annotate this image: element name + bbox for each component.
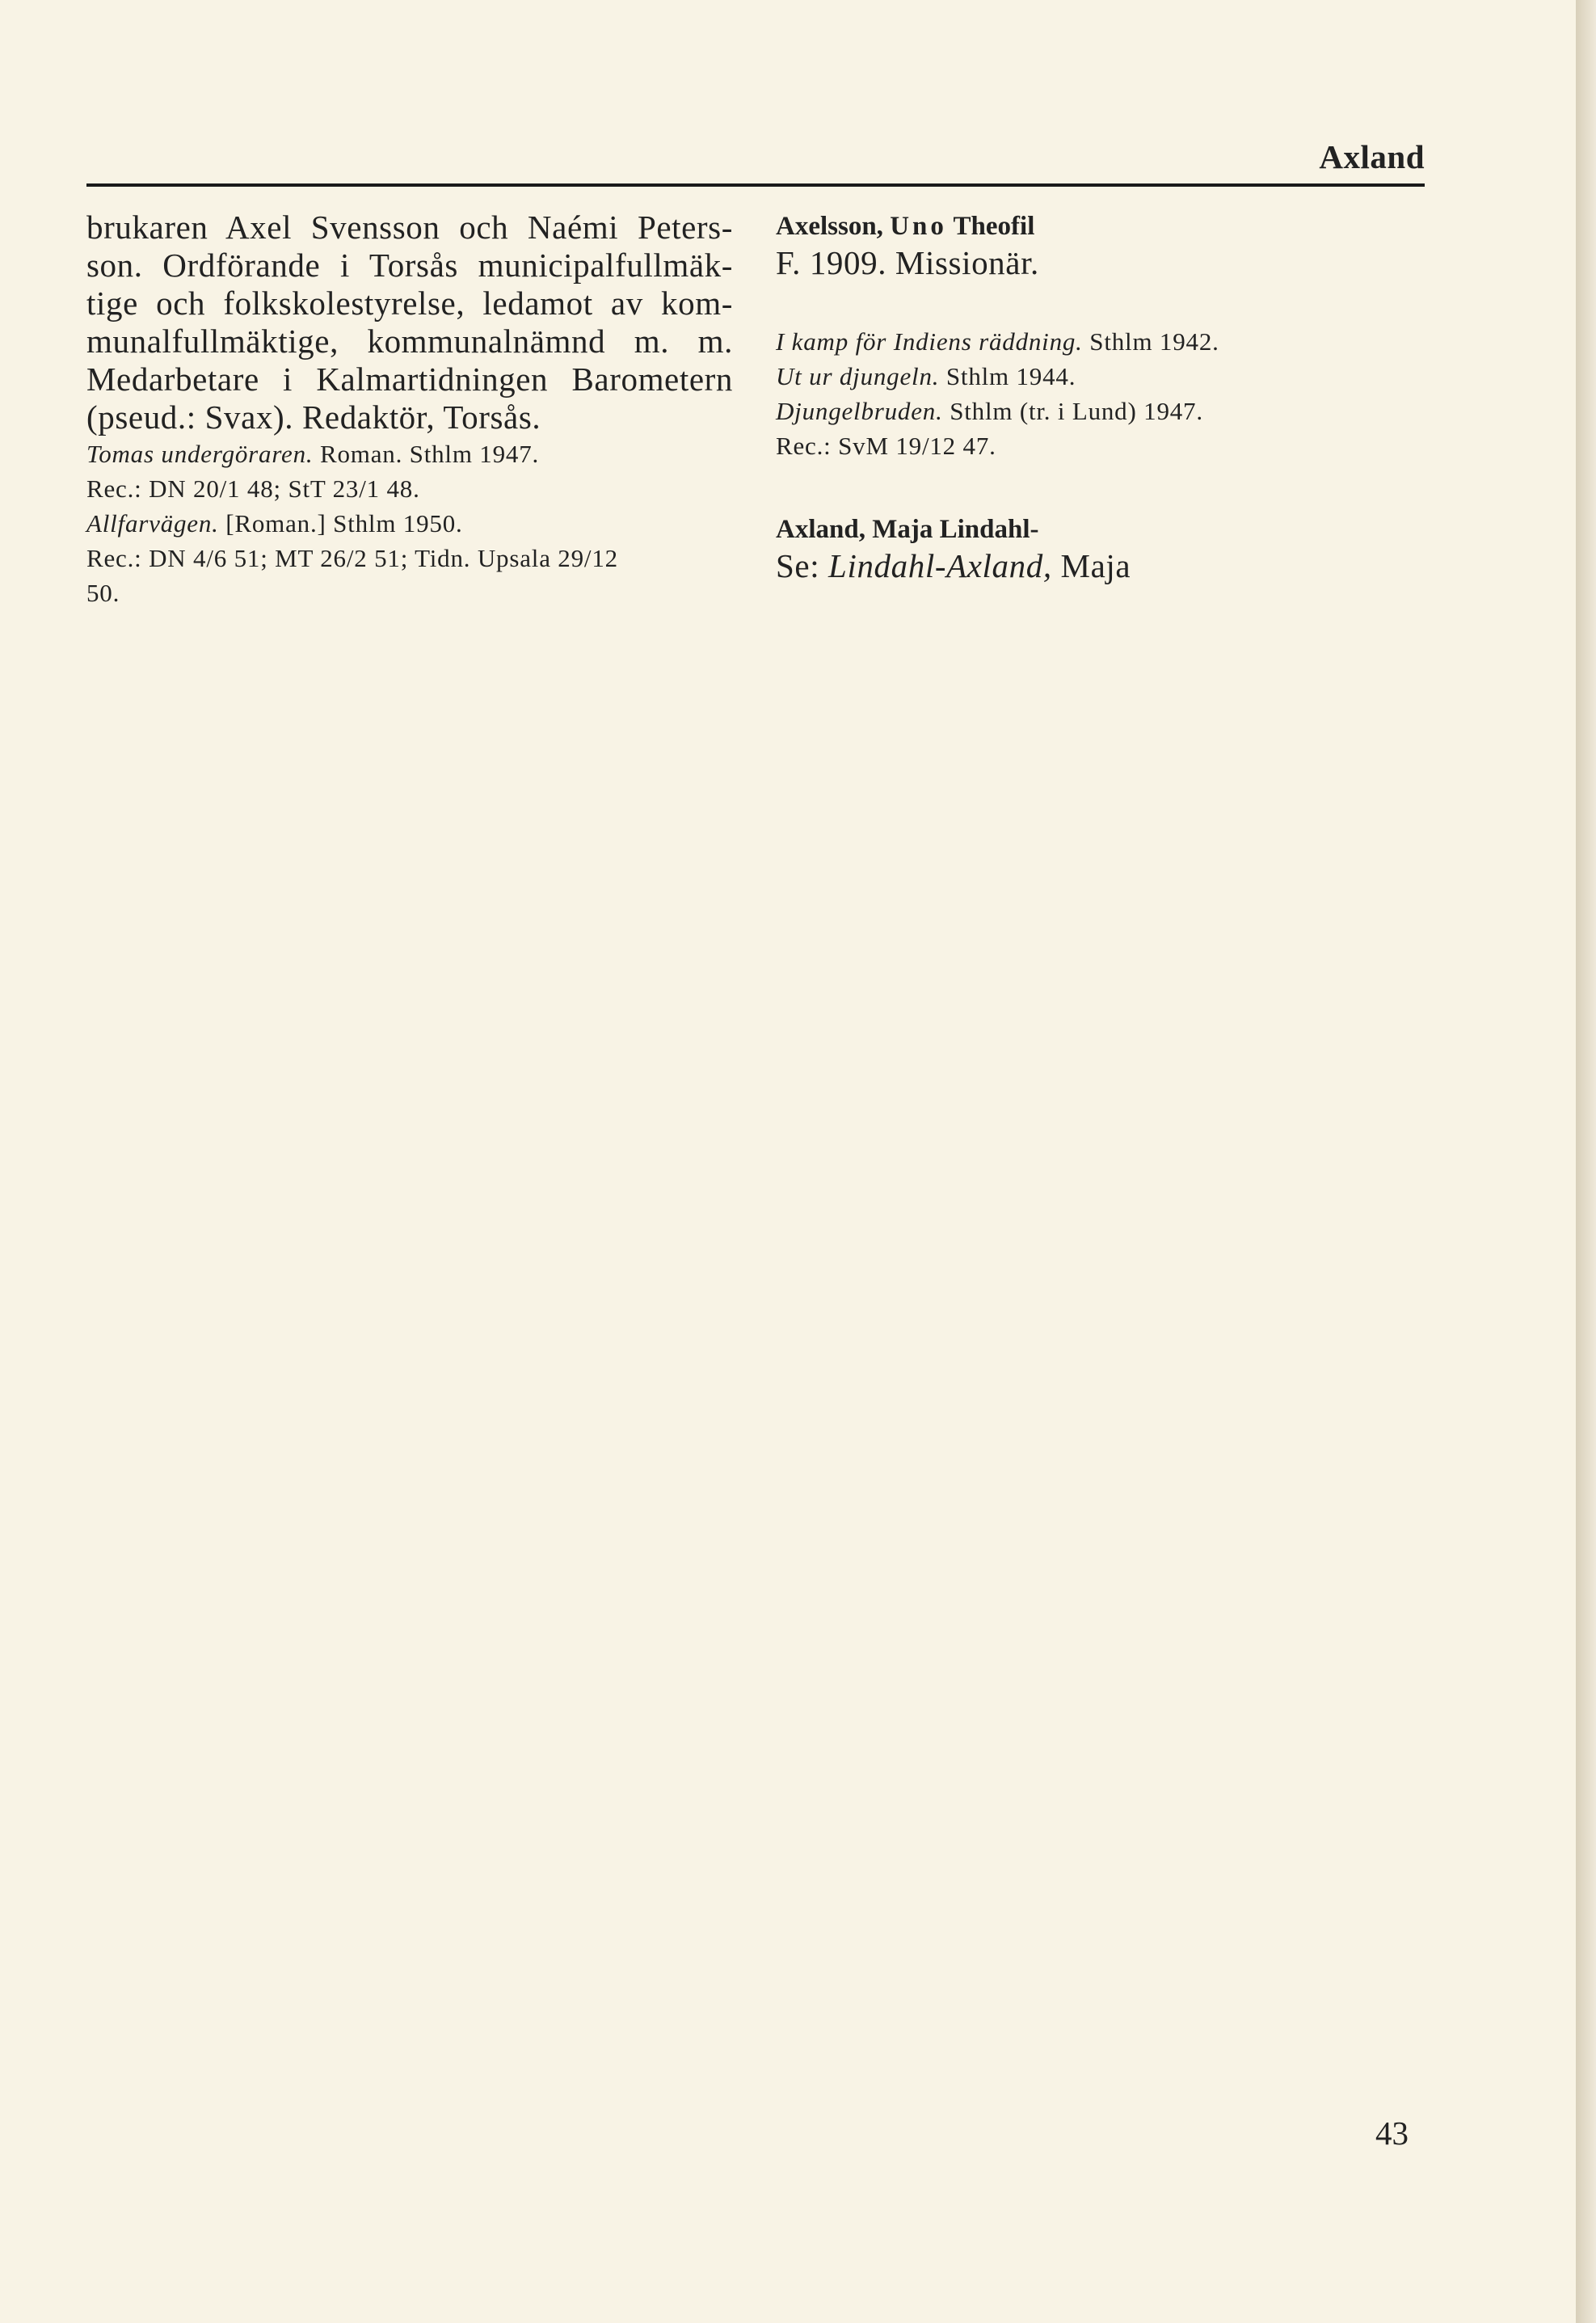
work-details: Sthlm (tr. i Lund) 1947. (942, 397, 1203, 425)
entry-continuation (86, 209, 733, 436)
entry-surname: Axelsson, (776, 212, 891, 241)
right-column (776, 209, 1422, 585)
work-details: Rec.: DN 4/6 51; MT 26/2 51; Tidn. Upsala 29/12 (86, 544, 618, 572)
work-title: Tomas undergöraren. (86, 440, 314, 468)
work-details: Roman. Sthlm 1947. (313, 440, 540, 468)
work-details: Rec.: SvM 19/12 47. (776, 432, 996, 460)
review-line (776, 428, 1422, 463)
review-line (86, 471, 733, 506)
work-item (86, 436, 733, 471)
entry-heading: Axland, Maja Lindahl- (776, 515, 1039, 544)
work-title: Allfarvägen. (86, 509, 219, 538)
review-line (86, 575, 733, 610)
entry-axland (776, 512, 1422, 585)
header-rule (86, 183, 1425, 187)
work-details: Rec.: DN 20/1 48; StT 23/1 48. (86, 474, 420, 503)
left-column (86, 209, 733, 610)
text-line: son. Ordförande i Torsås municipalfullmäk- (86, 247, 733, 284)
work-details: 50. (86, 579, 120, 607)
work-title: I kamp för Indiens räddning. (776, 327, 1083, 356)
see-suffix: Maja (1051, 547, 1131, 584)
page-number: 43 (1375, 2114, 1409, 2152)
entry-heading (776, 209, 1422, 244)
work-item (776, 324, 1422, 359)
work-item (776, 394, 1422, 428)
spacer (776, 282, 1422, 324)
works-list (776, 324, 1422, 463)
spacer (776, 463, 1422, 512)
text-line: tige och folkskolestyrelse, ledamot av kom- (86, 285, 733, 322)
text-line: Medarbetare i Kalmartidningen Barometern (86, 360, 733, 398)
entry-given-name-rest: Theofil (946, 212, 1035, 241)
entry-given-name: Uno (890, 212, 947, 241)
text-line: F. 1909. Missionär. (776, 244, 1039, 281)
text-line: (pseud.: Svax). Redaktör, Torsås. (86, 398, 541, 436)
see-target: Lindahl-Axland, (828, 547, 1052, 584)
review-line (86, 541, 733, 575)
see-prefix: Se: (776, 547, 829, 584)
work-details: [Roman.] Sthlm 1950. (218, 509, 463, 538)
work-item (776, 359, 1422, 394)
work-title: Ut ur djungeln. (776, 362, 940, 390)
page-edge (1576, 0, 1596, 2323)
work-details: Sthlm 1942. (1082, 327, 1219, 356)
work-title: Djungelbruden. (776, 397, 943, 425)
work-details: Sthlm 1944. (939, 362, 1076, 390)
cross-reference (776, 547, 1422, 585)
running-head: Axland (1319, 138, 1425, 175)
entry-axelsson (776, 209, 1422, 463)
work-item (86, 506, 733, 541)
text-line: brukaren Axel Svensson och Naémi Peters- (86, 209, 733, 246)
works-list (86, 436, 733, 610)
text-line: munalfullmäktige, kommunalnämnd m. m. (86, 323, 733, 360)
text-line (776, 547, 1422, 585)
entry-bio (776, 244, 1422, 282)
